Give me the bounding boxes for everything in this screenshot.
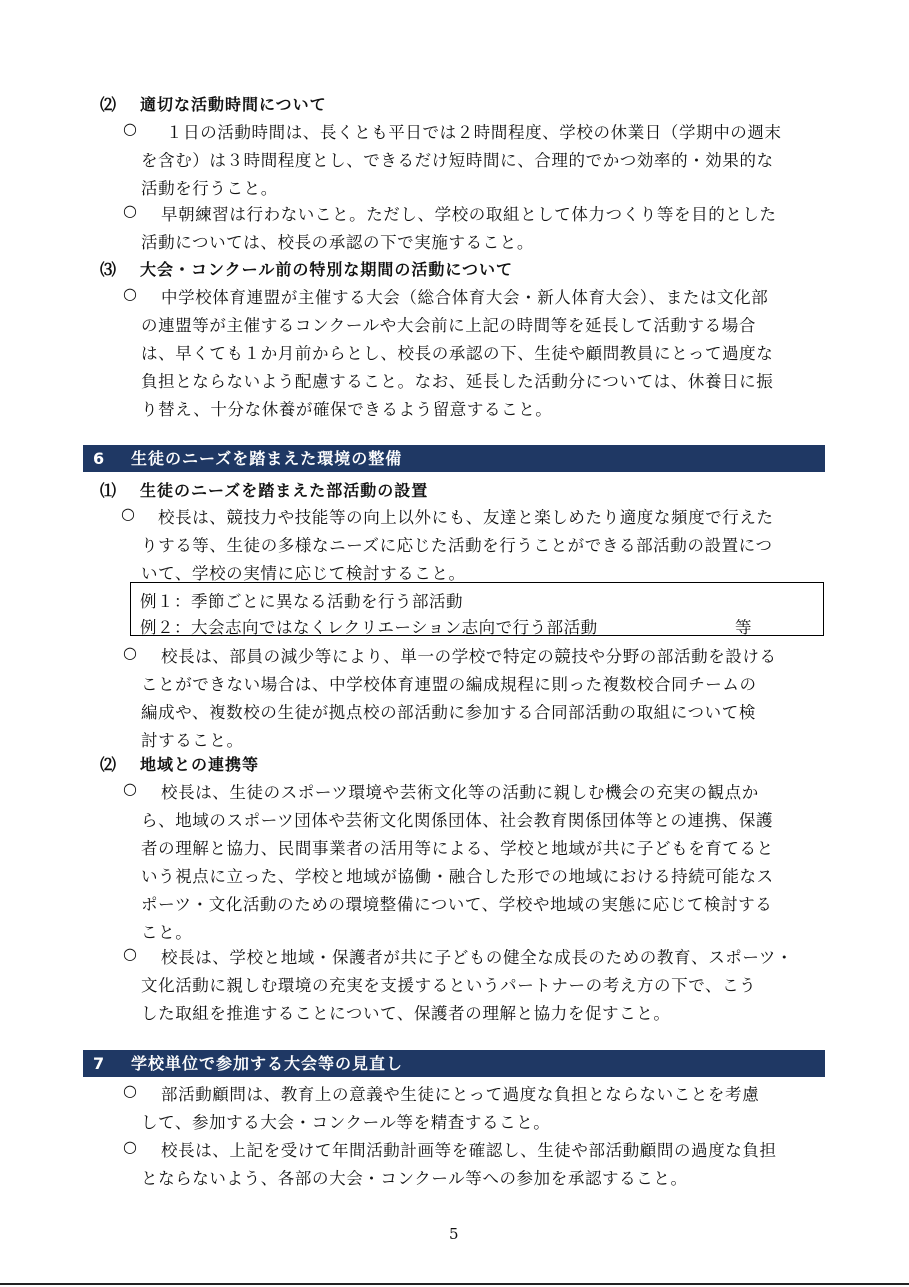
bullet-icon: ○ <box>123 201 137 220</box>
text-line: 文化活動に親しむ環境の充実を支援するというパートナーの考え方の下で、こう <box>141 976 757 995</box>
bullet-icon: ○ <box>123 1081 137 1100</box>
text-line: こと。 <box>141 923 193 942</box>
subsection-heading <box>100 257 513 280</box>
subsection-title: 生徒のニーズを踏まえた部活動の設置 <box>140 481 429 500</box>
section-number: 6 <box>93 449 106 468</box>
section-heading-bar <box>83 445 825 472</box>
text-line: り替え、十分な休養が確保できるよう留意すること。 <box>141 400 553 419</box>
text-line: 活動については、校長の承認の下で実施すること。 <box>141 233 534 252</box>
example-suffix: 等 <box>735 618 752 637</box>
bottom-divider <box>0 1283 909 1285</box>
text-line: １日の活動時間は、長くとも平日では２時間程度、学校の休業日（学期中の週末 <box>166 123 782 142</box>
text-line: 者の理解と協力、民間事業者の活用等による、学校と地域が共に子どもを育てると <box>141 839 774 858</box>
text-line: 部活動顧問は、教育上の意義や生徒にとって過度な負担とならないことを考慮 <box>161 1085 760 1104</box>
text-line: いて、学校の実情に応じて検討すること。 <box>141 564 466 583</box>
section-title: 学校単位で参加する大会等の見直し <box>131 1054 404 1073</box>
text-line: 早朝練習は行わないこと。ただし、学校の取組として体力つくり等を目的とした <box>161 205 777 224</box>
subsection-number: ⑶ <box>100 260 118 279</box>
section-title: 生徒のニーズを踏まえた環境の整備 <box>131 449 403 468</box>
text-line: 校長は、上記を受けて年間活動計画等を確認し、生徒や部活動顧問の過度な負担 <box>161 1141 777 1160</box>
subsection-title: 大会・コンクール前の特別な期間の活動について <box>140 260 514 279</box>
example-line: 例１：季節ごとに異なる活動を行う部活動 <box>140 592 463 611</box>
example-line: 例２：大会志向ではなくレクリエーション志向で行う部活動 <box>140 618 598 637</box>
example-box <box>130 582 824 636</box>
bullet-icon: ○ <box>123 643 137 662</box>
bullet-icon: ○ <box>123 1137 137 1156</box>
text-line: ら、地域のスポーツ団体や芸術文化関係団体、社会教育関係団体等との連携、保護 <box>141 811 774 830</box>
text-line: 中学校体育連盟が主催する大会（総合体育大会・新人体育大会）、または文化部 <box>161 288 769 307</box>
bullet-icon: ○ <box>123 284 137 303</box>
text-line: は、早くても１か月前からとし、校長の承認の下、生徒や顧問教員にとって過度な <box>141 344 774 363</box>
text-line: 校長は、学校と地域・保護者が共に子どもの健全な成長のための教育、スポーツ・ <box>161 948 794 967</box>
bullet-icon: ○ <box>121 504 135 523</box>
text-line: ことができない場合は、中学校体育連盟の編成規程に則った複数校合同チームの <box>141 675 757 694</box>
text-line: して、参加する大会・コンクール等を精査すること。 <box>141 1113 551 1132</box>
text-line: した取組を推進することについて、保護者の理解と協力を促すこと。 <box>141 1004 671 1023</box>
text-line: 負担とならないよう配慮すること。なお、延長した活動分については、休養日に振 <box>141 372 774 391</box>
subsection-number: ⑵ <box>100 95 118 114</box>
text-line: いう視点に立った、学校と地域が協働・融合した形での地域における持続可能なス <box>141 867 774 886</box>
text-line: りする等、生徒の多様なニーズに応じた活動を行うことができる部活動の設置につ <box>141 536 773 555</box>
bullet-icon: ○ <box>123 944 137 963</box>
section-number: 7 <box>93 1054 106 1073</box>
section-heading-bar <box>83 1050 825 1077</box>
subsection-heading <box>100 752 259 775</box>
subsection-heading <box>100 92 327 115</box>
subsection-heading <box>100 478 428 501</box>
text-line: 活動を行うこと。 <box>141 179 278 198</box>
text-line: を含む）は３時間程度とし、できるだけ短時間に、合理的でかつ効率的・効果的な <box>141 151 774 170</box>
subsection-title: 地域との連携等 <box>140 755 260 774</box>
bullet-icon: ○ <box>123 779 137 798</box>
text-line: 校長は、競技力や技能等の向上以外にも、友達と楽しめたり適度な頻度で行えた <box>158 508 774 527</box>
text-line: 編成や、複数校の生徒が拠点校の部活動に参加する合同部活動の取組について検 <box>141 703 756 722</box>
subsection-number: ⑴ <box>100 481 118 500</box>
text-line: 校長は、生徒のスポーツ環境や芸術文化等の活動に親しむ機会の充実の観点か <box>161 783 759 802</box>
text-line: ポーツ・文化活動のための環境整備について、学校や地域の実態に応じて検討する <box>141 895 773 914</box>
page-number: 5 <box>449 1225 459 1243</box>
subsection-title: 適切な活動時間について <box>140 95 327 114</box>
subsection-number: ⑵ <box>100 755 118 774</box>
bullet-icon: ○ <box>123 119 137 138</box>
text-line: 校長は、部員の減少等により、単一の学校で特定の競技や分野の部活動を設ける <box>161 647 777 666</box>
text-line: 討すること。 <box>141 731 244 750</box>
text-line: の連盟等が主催するコンクールや大会前に上記の時間等を延長して活動する場合 <box>141 316 756 335</box>
text-line: とならないよう、各部の大会・コンクール等への参加を承認すること。 <box>141 1169 688 1188</box>
